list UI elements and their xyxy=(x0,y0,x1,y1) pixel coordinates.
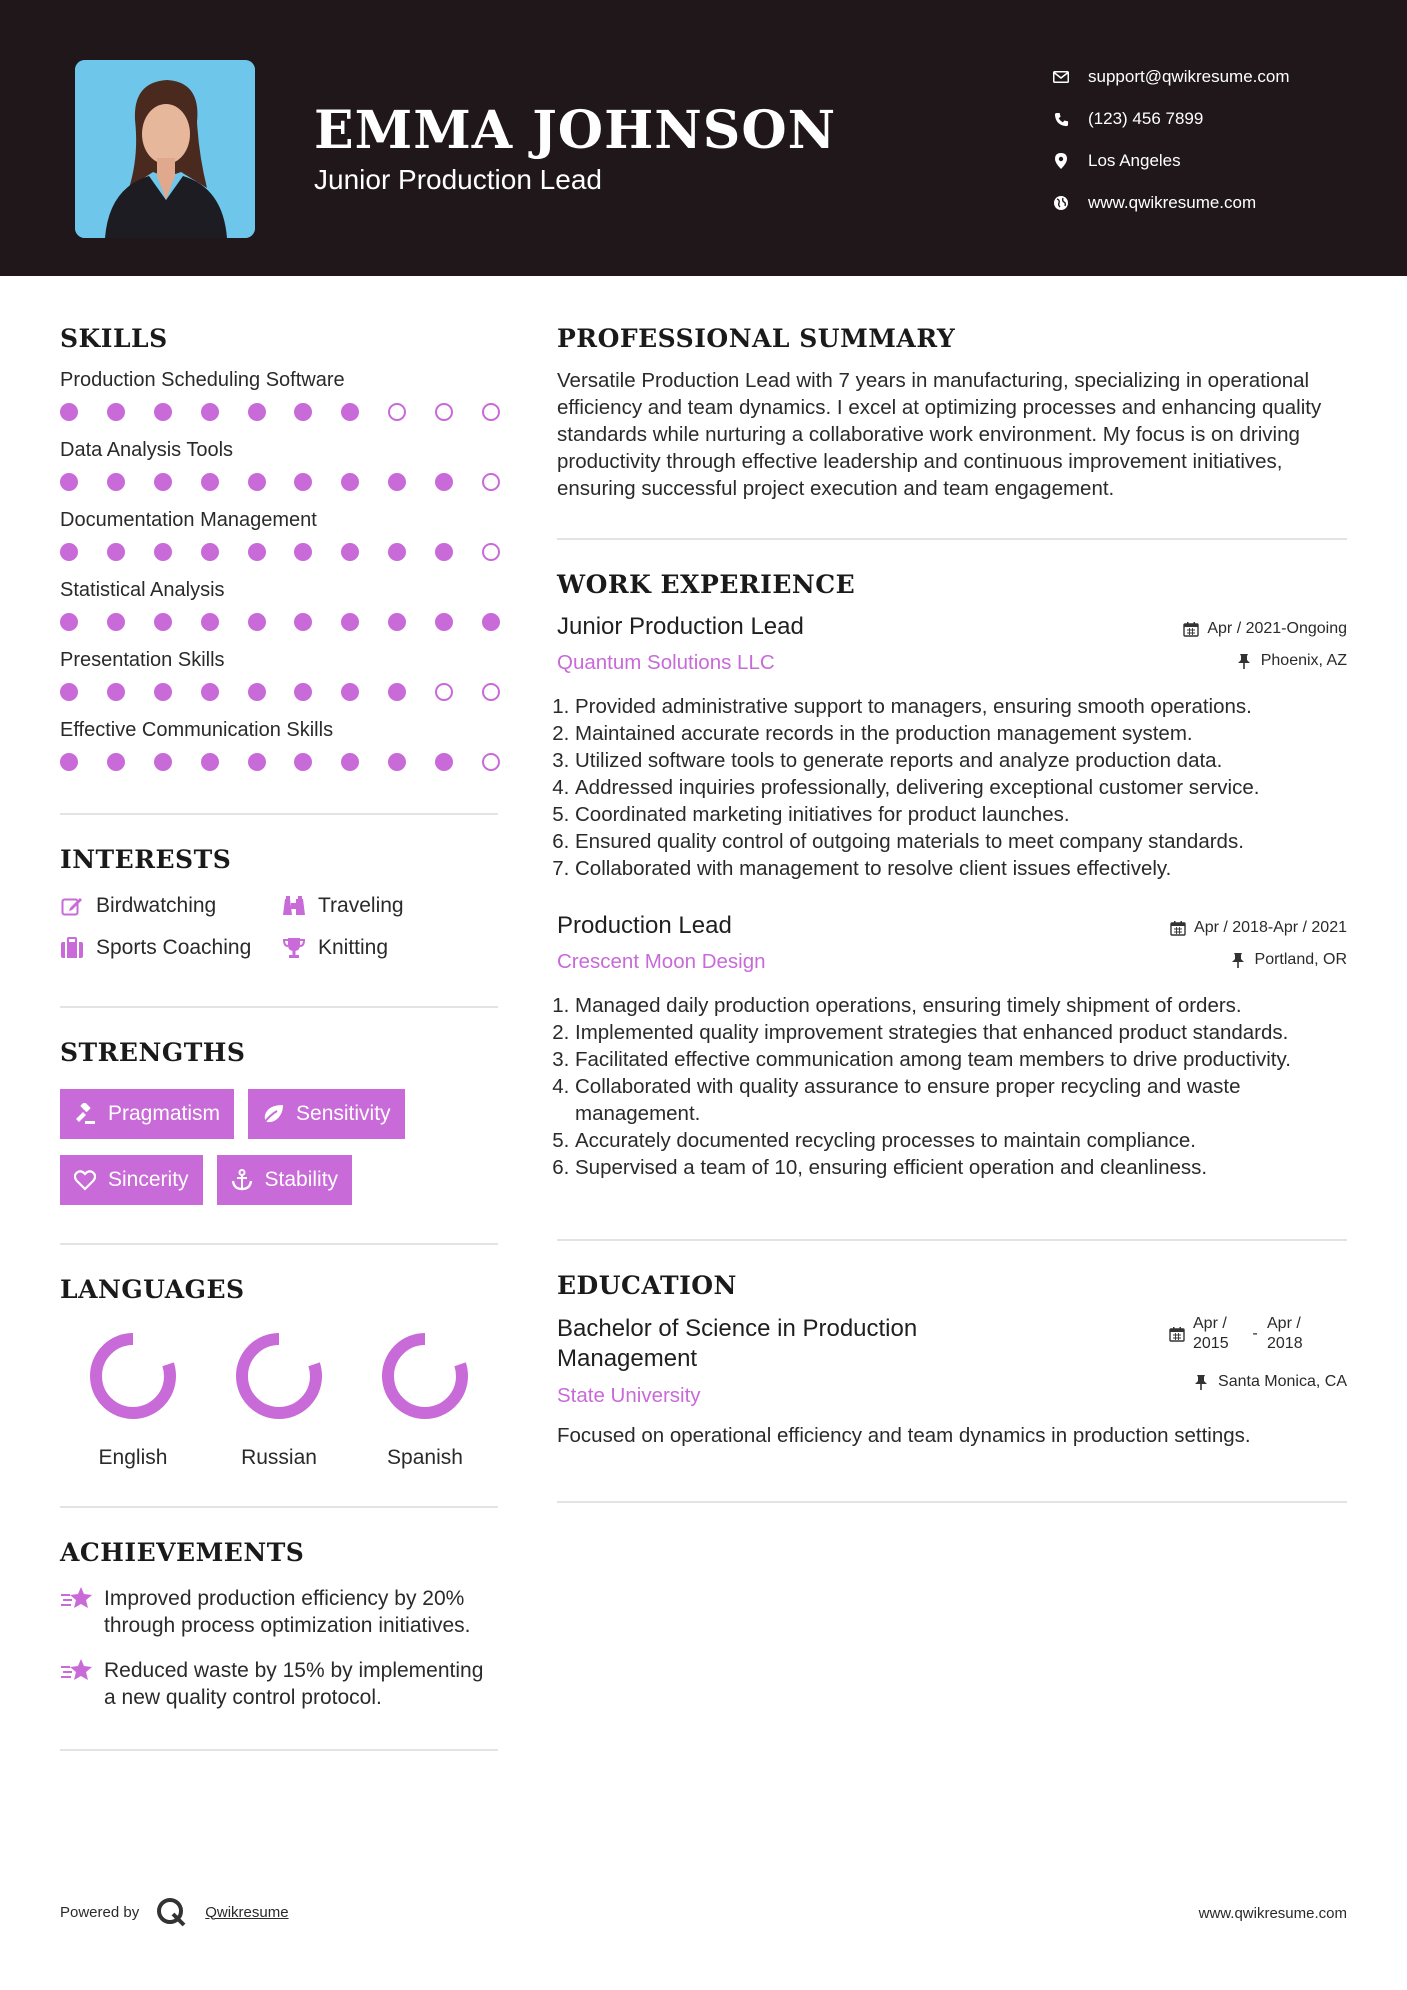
rating-dot-filled xyxy=(248,403,266,421)
rating-dot-filled xyxy=(60,753,78,771)
language-item xyxy=(60,1330,206,1470)
languages-heading: LANGUAGES xyxy=(60,1275,245,1304)
interests-section xyxy=(60,845,498,960)
rating-dot-filled xyxy=(60,473,78,491)
strengths-section xyxy=(60,1038,498,1205)
rating-dot-empty xyxy=(482,753,500,771)
strength-tag xyxy=(217,1155,353,1205)
rating-dot-filled xyxy=(341,613,359,631)
languages-section xyxy=(60,1275,498,1470)
anchor-icon xyxy=(231,1169,253,1191)
duty-item: 6. Ensured quality control of outgoing materials to meet company standards. xyxy=(575,828,1347,855)
job-duties xyxy=(557,693,1347,882)
interest-label: Birdwatching xyxy=(96,894,217,917)
contact-phone[interactable] xyxy=(1052,98,1382,140)
job-dates xyxy=(1170,912,1347,944)
summary-section xyxy=(557,324,1347,502)
education-date-end: Apr / 2018 xyxy=(1267,1315,1303,1352)
skill-name: Statistical Analysis xyxy=(60,579,225,601)
section-divider xyxy=(60,1749,498,1751)
job-dates-text: Apr / 2021-Ongoing xyxy=(1207,620,1347,637)
rating-dot-filled xyxy=(248,613,266,631)
rating-dot-filled xyxy=(201,683,219,701)
contact-phone-text: (123) 456 7899 xyxy=(1088,109,1204,128)
rating-dot-filled xyxy=(201,543,219,561)
profile-photo xyxy=(75,60,255,238)
interest-label: Traveling xyxy=(318,894,404,917)
interest-item xyxy=(60,894,282,918)
section-divider xyxy=(60,1006,498,1008)
phone-icon xyxy=(1052,110,1070,128)
rating-dot-empty xyxy=(482,403,500,421)
language-item xyxy=(206,1330,352,1470)
education-description: Focused on operational efficiency and team dynamics in production settings. xyxy=(557,1424,1251,1447)
footer-website[interactable]: www.qwikresume.com xyxy=(1198,1905,1347,1922)
rating-dot-filled xyxy=(154,753,172,771)
footer-powered-by xyxy=(60,1896,289,1928)
skill-rating xyxy=(60,753,500,773)
education-heading: EDUCATION xyxy=(557,1271,737,1300)
interests-list xyxy=(60,894,498,960)
language-item xyxy=(352,1330,498,1470)
left-column xyxy=(60,320,498,1751)
strength-label: Pragmatism xyxy=(108,1102,221,1125)
map-pin-icon xyxy=(1052,152,1070,170)
education-location-text: Santa Monica, CA xyxy=(1218,1373,1347,1390)
duty-item: 1. Provided administrative support to managers, ensuring smooth operations. xyxy=(575,693,1347,720)
qwikresume-logo-icon xyxy=(155,1896,187,1928)
rating-dot-filled xyxy=(294,403,312,421)
strength-tag xyxy=(248,1089,405,1139)
summary-text: Versatile Production Lead with 7 years in manufacturing, specializing in operational efficiency and team dynamics. I excel at optimizing processes and enhancing quality standards while nurturing a collaborative work environment. My focus is on driving productivity through effective leadership and continuous improvement initiatives, ensuring successful project execution and team engagement. xyxy=(557,369,1322,500)
rating-dot-empty xyxy=(482,683,500,701)
skill-name: Data Analysis Tools xyxy=(60,439,234,461)
rating-dot-filled xyxy=(294,683,312,701)
contact-location xyxy=(1052,140,1382,182)
calendar-icon xyxy=(1169,1326,1185,1342)
language-level-arc xyxy=(388,1339,462,1413)
skills-section xyxy=(60,324,498,773)
job-location-text: Portland, OR xyxy=(1254,951,1347,968)
powered-by-text: Powered by xyxy=(60,1903,140,1921)
strength-tag xyxy=(60,1089,234,1139)
rating-dot-filled xyxy=(201,403,219,421)
rating-dot-filled xyxy=(248,683,266,701)
experience-section xyxy=(557,570,1347,1181)
skill-name: Presentation Skills xyxy=(60,649,225,671)
job-meta xyxy=(1183,613,1347,677)
gavel-icon xyxy=(74,1103,96,1125)
job-location xyxy=(1170,944,1347,976)
rating-dot-filled xyxy=(154,403,172,421)
interest-item xyxy=(60,936,282,960)
education-section xyxy=(557,1271,1347,1449)
education-school: State University xyxy=(557,1384,701,1407)
rating-dot-filled xyxy=(107,473,125,491)
contact-list xyxy=(1052,56,1382,224)
language-level-arc xyxy=(242,1339,316,1413)
contact-website-text: www.qwikresume.com xyxy=(1088,193,1257,212)
pencil-square-icon xyxy=(60,894,84,918)
rating-dot-filled xyxy=(294,613,312,631)
interest-label: Sports Coaching xyxy=(96,936,252,959)
job-company: Crescent Moon Design xyxy=(557,950,766,973)
duty-item: 1. Managed daily production operations, ensuring timely shipment of orders. xyxy=(575,992,1347,1019)
rating-dot-empty xyxy=(482,473,500,491)
skill-name: Documentation Management xyxy=(60,509,317,531)
rating-dot-filled xyxy=(60,543,78,561)
skill-item xyxy=(60,647,498,703)
duty-item: 3. Facilitated effective communication among team members to drive productivity. xyxy=(575,1046,1347,1073)
rating-dot-filled xyxy=(341,683,359,701)
calendar-icon xyxy=(1170,920,1186,936)
job-location-text: Phoenix, AZ xyxy=(1260,652,1347,669)
section-divider xyxy=(60,1506,498,1508)
achievement-item xyxy=(60,1657,498,1711)
rating-dot-filled xyxy=(154,683,172,701)
education-location xyxy=(1169,1366,1347,1398)
rating-dot-filled xyxy=(341,403,359,421)
summary-heading: PROFESSIONAL SUMMARY xyxy=(557,324,956,353)
pushpin-icon xyxy=(1231,952,1247,968)
trophy-icon xyxy=(282,936,306,960)
right-column xyxy=(557,320,1347,1503)
job-entry xyxy=(557,912,1347,1181)
rating-dot-filled xyxy=(388,473,406,491)
skills-heading: SKILLS xyxy=(60,324,168,353)
rating-dot-filled xyxy=(341,753,359,771)
rating-dot-filled xyxy=(107,753,125,771)
section-divider xyxy=(557,538,1347,540)
interests-heading: INTERESTS xyxy=(60,845,232,874)
language-name: English xyxy=(98,1446,168,1469)
achievements-section xyxy=(60,1538,498,1711)
rating-dot-filled xyxy=(482,613,500,631)
job-location xyxy=(1183,645,1347,677)
section-divider xyxy=(557,1239,1347,1241)
strengths-list xyxy=(60,1089,500,1205)
skill-rating xyxy=(60,473,500,493)
rating-dot-filled xyxy=(201,753,219,771)
job-entry xyxy=(557,613,1347,882)
rating-dot-empty xyxy=(435,683,453,701)
skill-item xyxy=(60,507,498,563)
interest-item xyxy=(282,894,482,918)
language-name: Spanish xyxy=(387,1446,463,1469)
job-dates xyxy=(1183,613,1347,645)
language-ring xyxy=(379,1330,471,1422)
education-date-start: Apr / 2015 xyxy=(1193,1315,1229,1352)
interest-item xyxy=(282,936,482,960)
job-company: Quantum Solutions LLC xyxy=(557,651,775,674)
rating-dot-filled xyxy=(341,473,359,491)
skill-name: Effective Communication Skills xyxy=(60,719,334,741)
envelope-icon xyxy=(1052,68,1070,86)
job-title: Production Lead xyxy=(557,912,732,939)
rating-dot-filled xyxy=(388,683,406,701)
rating-dot-filled xyxy=(388,613,406,631)
rating-dot-filled xyxy=(248,473,266,491)
achievement-text: Reduced waste by 15% by implementing a new quality control protocol. xyxy=(104,1659,484,1709)
duty-item: 2. Maintained accurate records in the production management system. xyxy=(575,720,1347,747)
strength-label: Sensitivity xyxy=(296,1102,391,1125)
job-title: Junior Production Lead xyxy=(557,613,804,640)
rating-dot-filled xyxy=(388,753,406,771)
achievement-item xyxy=(60,1585,498,1639)
candidate-title: Junior Production Lead xyxy=(314,164,602,195)
heart-icon xyxy=(74,1169,96,1191)
language-ring xyxy=(87,1330,179,1422)
duty-item: 5. Coordinated marketing initiatives for product launches. xyxy=(575,801,1347,828)
section-divider xyxy=(60,813,498,815)
duty-item: 2. Implemented quality improvement strategies that enhanced product standards. xyxy=(575,1019,1347,1046)
rating-dot-filled xyxy=(388,543,406,561)
rating-dot-filled xyxy=(107,613,125,631)
shooting-star-icon xyxy=(60,1585,94,1613)
rating-dot-filled xyxy=(201,473,219,491)
rating-dot-filled xyxy=(154,613,172,631)
resume-header xyxy=(0,0,1407,276)
skill-item xyxy=(60,717,498,773)
rating-dot-filled xyxy=(107,403,125,421)
rating-dot-filled xyxy=(60,683,78,701)
contact-website[interactable] xyxy=(1052,182,1382,224)
education-dates xyxy=(1169,1314,1347,1366)
shooting-star-icon xyxy=(60,1657,94,1685)
skill-rating xyxy=(60,683,500,703)
strength-label: Stability xyxy=(264,1168,339,1191)
briefcase-icon xyxy=(60,936,84,960)
section-divider xyxy=(557,1501,1347,1503)
rating-dot-filled xyxy=(248,753,266,771)
rating-dot-filled xyxy=(435,543,453,561)
rating-dot-empty xyxy=(388,403,406,421)
contact-location-text: Los Angeles xyxy=(1088,151,1181,170)
rating-dot-empty xyxy=(435,403,453,421)
rating-dot-filled xyxy=(60,613,78,631)
duty-item: 3. Utilized software tools to generate reports and analyze production data. xyxy=(575,747,1347,774)
pushpin-icon xyxy=(1237,653,1253,669)
skill-rating xyxy=(60,403,500,423)
experience-heading: WORK EXPERIENCE xyxy=(557,570,856,599)
contact-email-text: support@qwikresume.com xyxy=(1088,67,1290,86)
binoculars-icon xyxy=(282,894,306,918)
skill-item xyxy=(60,367,498,423)
job-duties xyxy=(557,992,1347,1181)
duty-item: 6. Supervised a team of 10, ensuring efficient operation and cleanliness. xyxy=(575,1154,1347,1181)
rating-dot-filled xyxy=(294,473,312,491)
education-entry xyxy=(557,1314,1347,1449)
skill-rating xyxy=(60,543,500,563)
rating-dot-filled xyxy=(435,613,453,631)
calendar-icon xyxy=(1183,621,1199,637)
duty-item: 7. Collaborated with management to resolve client issues effectively. xyxy=(575,855,1347,882)
skill-item xyxy=(60,577,498,633)
rating-dot-filled xyxy=(294,753,312,771)
duty-item: 5. Accurately documented recycling processes to maintain compliance. xyxy=(575,1127,1347,1154)
leaf-icon xyxy=(262,1103,284,1125)
rating-dot-filled xyxy=(60,403,78,421)
pushpin-icon xyxy=(1194,1374,1210,1390)
qwikresume-link[interactable]: Qwikresume xyxy=(205,1903,289,1921)
rating-dot-filled xyxy=(107,543,125,561)
duty-item: 4. Addressed inquiries professionally, delivering exceptional customer service. xyxy=(575,774,1347,801)
languages-list xyxy=(60,1330,498,1470)
rating-dot-filled xyxy=(435,473,453,491)
candidate-name: EMMA JOHNSON xyxy=(314,100,837,161)
strengths-heading: STRENGTHS xyxy=(60,1038,246,1067)
rating-dot-empty xyxy=(482,543,500,561)
education-degree: Bachelor of Science in Production Management xyxy=(557,1315,918,1372)
achievements-heading: ACHIEVEMENTS xyxy=(60,1538,305,1567)
rating-dot-filled xyxy=(107,683,125,701)
interest-label: Knitting xyxy=(318,936,389,959)
section-divider xyxy=(60,1243,498,1245)
skill-name: Production Scheduling Software xyxy=(60,369,345,391)
rating-dot-filled xyxy=(154,543,172,561)
skill-item xyxy=(60,437,498,493)
rating-dot-filled xyxy=(294,543,312,561)
job-dates-text: Apr / 2018-Apr / 2021 xyxy=(1194,919,1347,936)
rating-dot-filled xyxy=(248,543,266,561)
skills-list xyxy=(60,367,498,773)
language-ring xyxy=(233,1330,325,1422)
contact-email[interactable] xyxy=(1052,56,1382,98)
rating-dot-filled xyxy=(435,753,453,771)
language-name: Russian xyxy=(241,1446,317,1469)
strength-tag xyxy=(60,1155,203,1205)
achievement-text: Improved production efficiency by 20% through process optimization initiatives. xyxy=(104,1587,471,1637)
job-meta xyxy=(1170,912,1347,976)
globe-icon xyxy=(1052,194,1070,212)
education-date-separator: - xyxy=(1252,1325,1258,1342)
language-level-arc xyxy=(96,1339,170,1413)
rating-dot-filled xyxy=(341,543,359,561)
rating-dot-filled xyxy=(201,613,219,631)
rating-dot-filled xyxy=(154,473,172,491)
education-meta xyxy=(1169,1314,1347,1398)
skill-rating xyxy=(60,613,500,633)
strength-label: Sincerity xyxy=(108,1168,189,1191)
duty-item: 4. Collaborated with quality assurance to ensure proper recycling and waste management. xyxy=(575,1073,1347,1127)
